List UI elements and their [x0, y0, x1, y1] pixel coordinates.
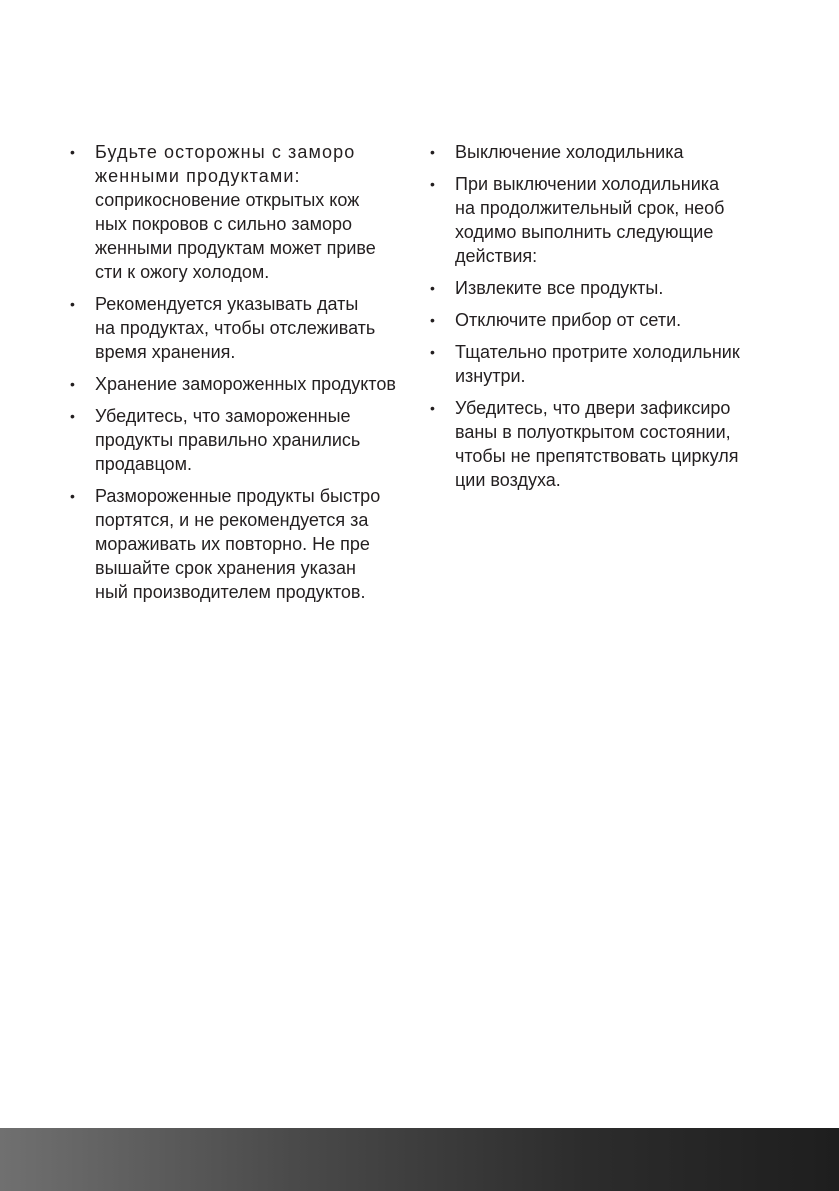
bullet-icon: • — [430, 176, 435, 192]
item-line: ции воздуха. — [455, 470, 561, 490]
item-line: ваны в полуоткрытом состоянии, — [455, 422, 731, 442]
item-line: на продуктах, чтобы отслеживать — [95, 318, 376, 338]
list-item — [430, 340, 775, 388]
item-line: изнутри. — [455, 366, 526, 386]
item-line: ный производителем продуктов. — [95, 582, 366, 602]
list-item — [430, 172, 775, 268]
bullet-icon: • — [70, 488, 75, 504]
item-line: действия: — [455, 246, 538, 266]
item-line: При выключении холодильника — [455, 174, 720, 194]
item-line: Убедитесь, что двери зафиксиро — [455, 398, 731, 418]
bullet-icon: • — [430, 280, 435, 296]
list-item — [70, 372, 415, 396]
list-item — [70, 140, 415, 284]
item-line: Размороженные продукты быстро — [95, 486, 381, 506]
list-item — [430, 276, 775, 300]
item-line: Извлеките все продукты. — [455, 278, 664, 298]
list-item — [70, 484, 415, 604]
bullet-icon: • — [70, 408, 75, 424]
item-line: сти к ожогу холодом. — [95, 262, 270, 282]
item-line: женными продуктами: — [95, 166, 301, 186]
item-line: ходимо выполнить следующие — [455, 222, 714, 242]
item-line: соприкосновение открытых кож — [95, 190, 360, 210]
item-line: Будьте осторожны с заморо — [95, 142, 356, 162]
right-column-list — [430, 140, 775, 500]
bullet-icon: • — [70, 376, 75, 392]
item-line: Отключите прибор от сети. — [455, 310, 682, 330]
bullet-icon: • — [70, 296, 75, 312]
item-line: чтобы не препятствовать циркуля — [455, 446, 739, 466]
item-line: женными продуктам может приве — [95, 238, 376, 258]
left-column-list — [70, 140, 415, 612]
list-item — [70, 404, 415, 476]
item-line: Выключение холодильника — [455, 142, 684, 162]
item-line: вышайте срок хранения указан — [95, 558, 356, 578]
bullet-icon: • — [430, 312, 435, 328]
bullet-icon: • — [70, 144, 75, 160]
bullet-icon: • — [430, 400, 435, 416]
item-line: продукты правильно хранились — [95, 430, 361, 450]
footer-band — [0, 1128, 839, 1191]
item-line: Хранение замороженных продуктов — [95, 374, 396, 394]
item-line: ных покровов с сильно заморо — [95, 214, 353, 234]
item-line: продавцом. — [95, 454, 192, 474]
bullet-icon: • — [430, 344, 435, 360]
item-line: Тщательно протрите холодильник — [455, 342, 740, 362]
item-line: Рекомендуется указывать даты — [95, 294, 359, 314]
item-line: мораживать их повторно. Не пре — [95, 534, 370, 554]
item-line: на продолжительный срок, необ — [455, 198, 725, 218]
list-item — [430, 396, 775, 492]
list-item — [70, 292, 415, 364]
bullet-icon: • — [430, 144, 435, 160]
item-line: портятся, и не рекомендуется за — [95, 510, 369, 530]
item-line: Убедитесь, что замороженные — [95, 406, 351, 426]
list-item — [430, 140, 775, 164]
list-item — [430, 308, 775, 332]
item-line: время хранения. — [95, 342, 236, 362]
